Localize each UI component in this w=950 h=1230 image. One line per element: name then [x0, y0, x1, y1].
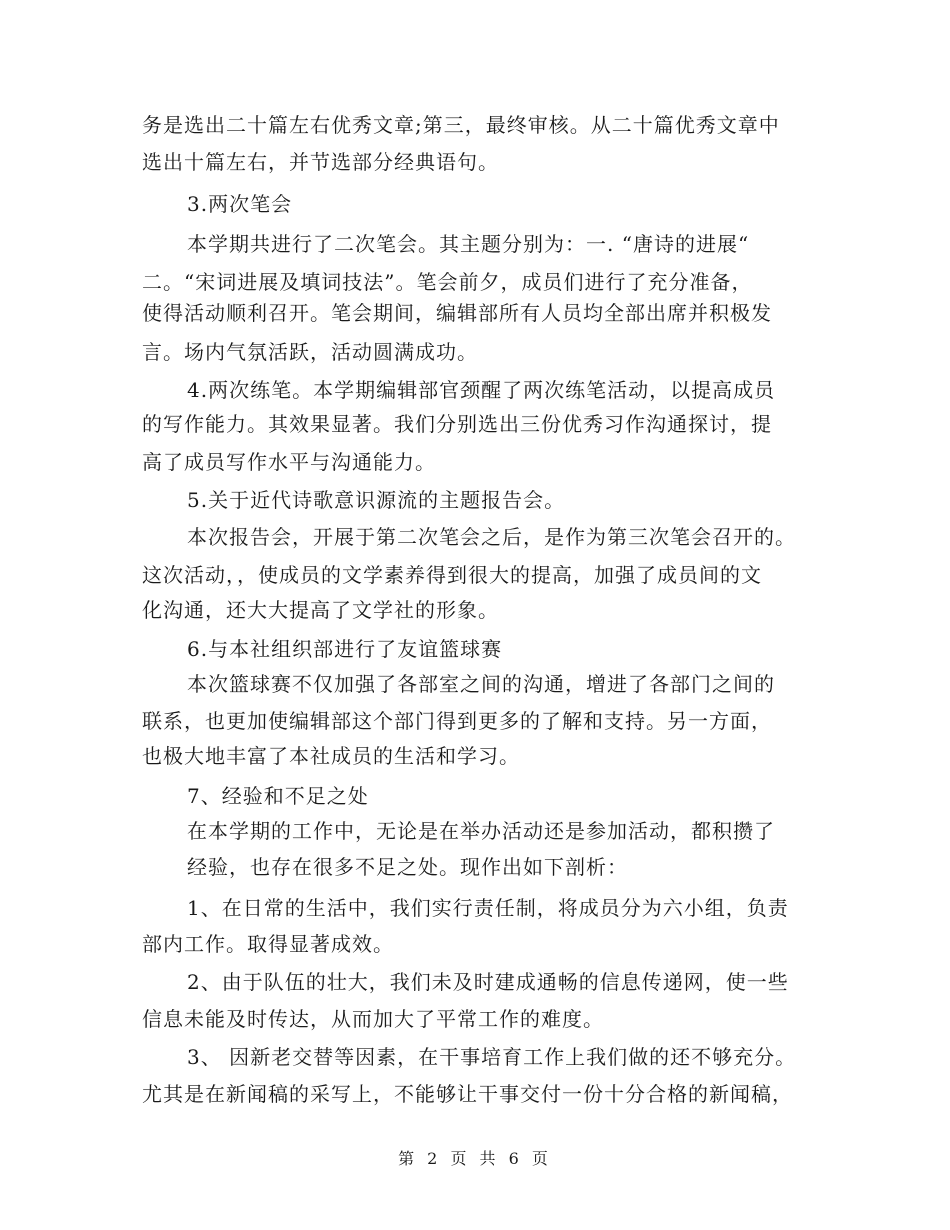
- section-heading: 4.两次练笔。本学期编辑部官颈醒了两次练笔活动，以提高成员: [187, 378, 776, 402]
- body-line: 本次篮球赛不仅加强了各部室之间的沟通，增进了各部门之间的: [187, 672, 775, 696]
- body-line: 选出十篇左右，并节选部分经典语句。: [142, 150, 499, 174]
- section-heading: 5.关于近代诗歌意识源流的主题报告会。: [187, 488, 566, 512]
- section-heading: 7、经验和不足之处: [187, 784, 369, 808]
- body-line: 使得活动顺利召开。笔会期间，编辑部所有人员均全部出席并积极发: [142, 301, 772, 325]
- body-line: 经验，也存在很多不足之处。现作出如下剖析：: [187, 855, 628, 879]
- list-item: 2、由于队伍的壮大，我们未及时建成通畅的信息传递网，使一些: [187, 970, 789, 994]
- body-line: 二。“宋词进展及填词技法”。笔会前夕，成员们进行了充分准备，: [142, 270, 753, 294]
- list-item: 3、 因新老交替等因素，在干事培育工作上我们做的还不够充分。: [187, 1045, 797, 1069]
- page-footer: 第 2 页 共 6 页: [398, 1149, 552, 1168]
- list-item: 1、在日常的生活中，我们实行责任制，将成员分为六小组，负责: [187, 896, 789, 920]
- body-line: 本学期共进行了二次笔会。其主题分别为：一. “唐诗的进展“: [187, 232, 750, 256]
- body-line: 部内工作。取得显著成效。: [142, 932, 394, 956]
- body-line: 本次报告会，开展于第二次笔会之后，是作为第三次笔会召开的。: [187, 525, 796, 549]
- body-line: 联系，也更加使编辑部这个部门得到更多的了解和支持。另一方面，: [142, 709, 772, 733]
- body-line: 务是选出二十篇左右优秀文章;第三，最终审核。从二十篇优秀文章中: [142, 113, 780, 137]
- body-line: 言。场内气氛活跃，活动圆满成功。: [142, 340, 478, 364]
- body-line: 尤其是在新闻稿的采写上，不能够让干事交付一份十分合格的新闻稿，: [142, 1082, 793, 1106]
- body-line: 信息未能及时传达，从而加大了平常工作的难度。: [142, 1007, 604, 1031]
- section-heading: 3.两次笔会: [187, 192, 293, 216]
- body-line: 也极大地丰富了本社成员的生活和学习。: [142, 744, 520, 768]
- body-line: 这次活动，，使成员的文学素养得到很大的提高，加强了成员间的文: [142, 563, 762, 587]
- body-line: 高了成员写作水平与沟通能力。: [142, 450, 436, 474]
- body-line: 的写作能力。其效果显著。我们分别选出三份优秀习作沟通探讨，提: [142, 412, 772, 436]
- body-line: 化沟通，还大大提高了文学社的形象。: [142, 598, 499, 622]
- body-line: 在本学期的工作中，无论是在举办活动还是参加活动，都积攒了: [187, 819, 775, 843]
- section-heading: 6.与本社组织部进行了友谊篮球赛: [187, 637, 503, 661]
